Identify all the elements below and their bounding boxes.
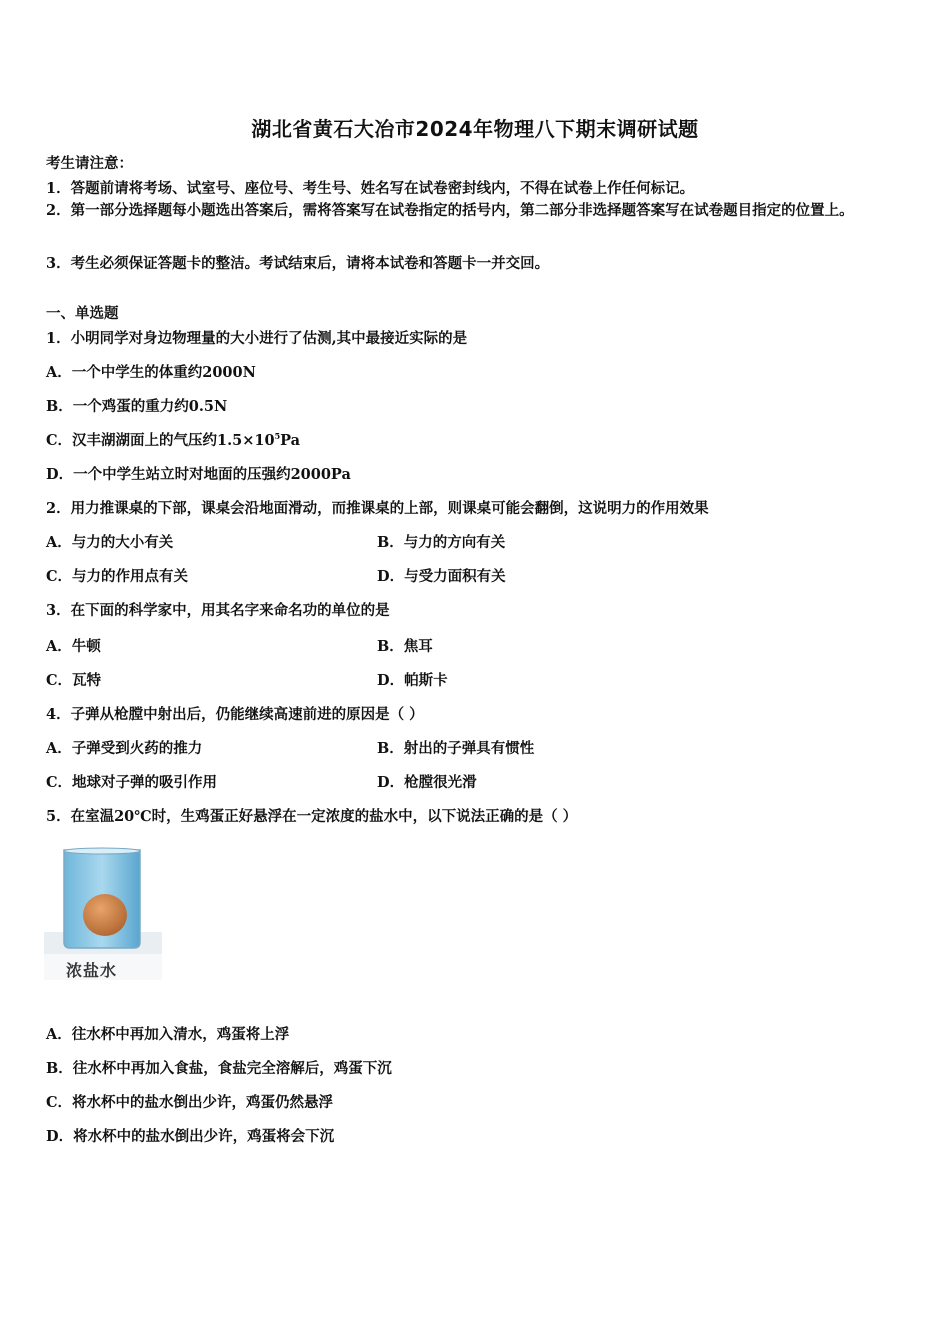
notice-item-3: 3．考生必须保证答题卡的整洁。考试结束后，请将本试卷和答题卡一并交回。 [46,255,550,272]
q4-option-d: D．枪膛很光滑 [377,774,477,791]
q5-option-a: A．往水杯中再加入清水，鸡蛋将上浮 [46,1026,290,1043]
q2-option-b: B．与力的方向有关 [377,534,506,551]
q1-option-b: B．一个鸡蛋的重力约0.5N [46,398,228,415]
q1-option-a: A．一个中学生的体重约2000N [46,364,256,381]
q4-stem: 4．子弹从枪膛中射出后，仍能继续高速前进的原因是（ ） [46,706,424,723]
section-heading: 一、单选题 [46,305,119,322]
q1-option-d: D．一个中学生站立时对地面的压强约2000Pa [46,466,351,483]
q2-option-c: C．与力的作用点有关 [46,568,189,585]
notice-heading: 考生请注意： [46,155,133,172]
beaker-rim [64,848,140,854]
q2-option-d: D．与受力面积有关 [377,568,506,585]
notice-item-1: 1．答题前请将考场、试室号、座位号、考生号、姓名写在试卷密封线内，不得在试卷上作任何标记。 [46,180,695,197]
q1-option-c [46,429,300,450]
q5-stem: 5．在室温20℃时，生鸡蛋正好悬浮在一定浓度的盐水中，以下说法正确的是（ ） [46,808,578,825]
q1-option-c-unit: Pa [280,432,301,449]
q3-option-c: C．瓦特 [46,672,102,689]
q3-stem: 3．在下面的科学家中，用其名字来命名功的单位的是 [46,602,390,619]
q1-option-c-exponent: 5 [274,431,281,442]
q1-option-c-text: C．汉丰湖湖面上的气压约1.5×10 [46,432,275,449]
q5-option-c: C．将水杯中的盐水倒出少许，鸡蛋仍然悬浮 [46,1094,334,1111]
notice-item-2: 2．第一部分选择题每小题选出答案后，需将答案写在试卷指定的括号内，第二部分非选择题答案写在试卷题目指定的位置上。 [46,202,854,219]
q2-stem: 2．用力推课桌的下部，课桌会沿地面滑动，而推课桌的上部，则课桌可能会翻倒，这说明力的作用效果 [46,500,709,517]
q4-option-a: A．子弹受到火药的推力 [46,740,203,757]
q2-option-a: A．与力的大小有关 [46,534,174,551]
q5-option-b: B．往水杯中再加入食盐，食盐完全溶解后，鸡蛋下沉 [46,1060,392,1077]
q5-option-d: D．将水杯中的盐水倒出少许，鸡蛋将会下沉 [46,1128,335,1145]
q4-option-b: B．射出的子弹具有惯性 [377,740,535,757]
q1-stem: 1．小明同学对身边物理量的大小进行了估测,其中最接近实际的是 [46,330,468,347]
q4-option-c: C．地球对子弹的吸引作用 [46,774,218,791]
figure-label: 浓盐水 [66,961,118,980]
exam-title: 湖北省黄石大冶市2024年物理八下期末调研试题 [251,117,699,141]
q3-option-a: A．牛顿 [46,638,101,655]
egg-icon [83,894,127,936]
q3-option-b: B．焦耳 [377,638,433,655]
q3-option-d: D．帕斯卡 [377,672,448,689]
